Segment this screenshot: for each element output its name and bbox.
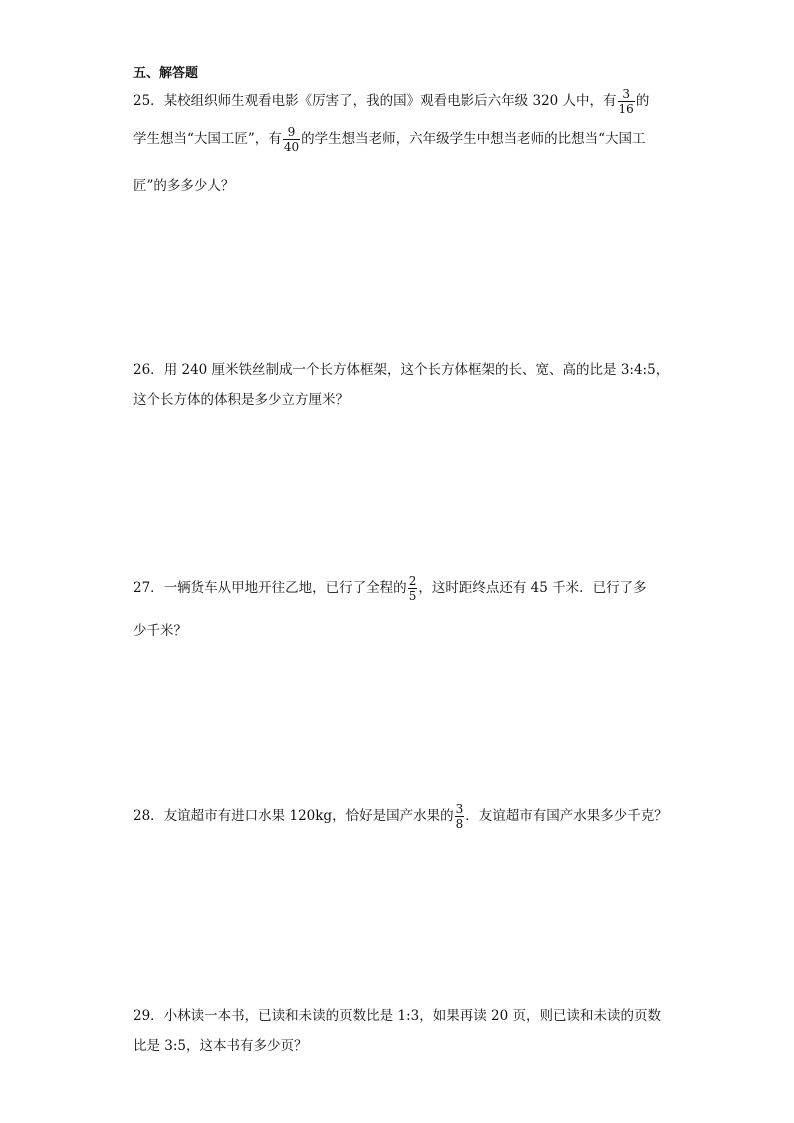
question-text: 的 [635,93,650,109]
fraction-numerator: 3 [622,87,630,101]
question-text: 学生想当“大国工匠”，有 [133,131,282,147]
question-text: 用 240 厘米铁丝制成一个长方体框架，这个长方体框架的长、宽、高的比是 3:4:5， [163,362,670,378]
question-number: 28． [133,808,164,824]
question-text: 友谊超市有进口水果 120kg，恰好是国产水果的 [163,808,454,824]
fraction-numerator: 2 [408,574,417,588]
question-text: ．友谊超市有国产水果多少千克？ [465,808,668,824]
question-number: 26． [133,362,164,378]
question-text: 小林读一本书，已读和未读的页数比是 1:3，如果再读 20 页，则已读和未读的页数 [163,1008,661,1024]
question-text: 的学生想当老师，六年级学生中想当老师的比想当“大国工 [301,131,646,147]
fraction-denominator: 8 [455,817,464,831]
question-28-line-1 [133,803,668,830]
question-text: 这个长方体的体积是多少立方厘米？ [133,392,349,408]
fraction-3-8 [455,803,465,830]
fraction-denominator: 5 [408,589,417,603]
fraction-numerator: 9 [287,125,296,139]
question-25-line-1 [133,88,649,115]
question-29-line-1 [133,1004,661,1024]
question-29-line-2 [133,1034,308,1054]
question-26-line-2 [133,388,349,408]
fraction-denominator: 16 [618,102,634,116]
question-27-line-2 [133,619,187,639]
section-title: 五、解答题 [133,66,199,81]
fraction-numerator: 3 [455,802,464,816]
question-27-line-1 [133,575,647,602]
question-number: 29． [133,1008,164,1024]
question-number: 27． [133,580,164,596]
question-text: 比是 3:5，这本书有多少页？ [133,1038,308,1054]
question-text: 某校组织师生观看电影《厉害了，我的国》观看电影后六年级 320 人中，有 [163,93,617,109]
question-25-line-3 [133,174,234,194]
question-26-line-1 [133,358,669,378]
question-text: 少千米？ [133,623,187,639]
question-text: 匠”的多多少人？ [133,178,235,194]
question-text: 一辆货车从甲地开往乙地，已行了全程的 [163,580,407,596]
fraction-denominator: 40 [283,140,300,154]
fraction-9-40 [283,126,300,153]
question-number: 25． [133,93,164,109]
question-25-line-2 [133,126,646,153]
fraction-3-16 [618,88,635,115]
fraction-2-5 [408,575,418,602]
question-text: ，这时距终点还有 45 千米．已行了多 [418,580,647,596]
